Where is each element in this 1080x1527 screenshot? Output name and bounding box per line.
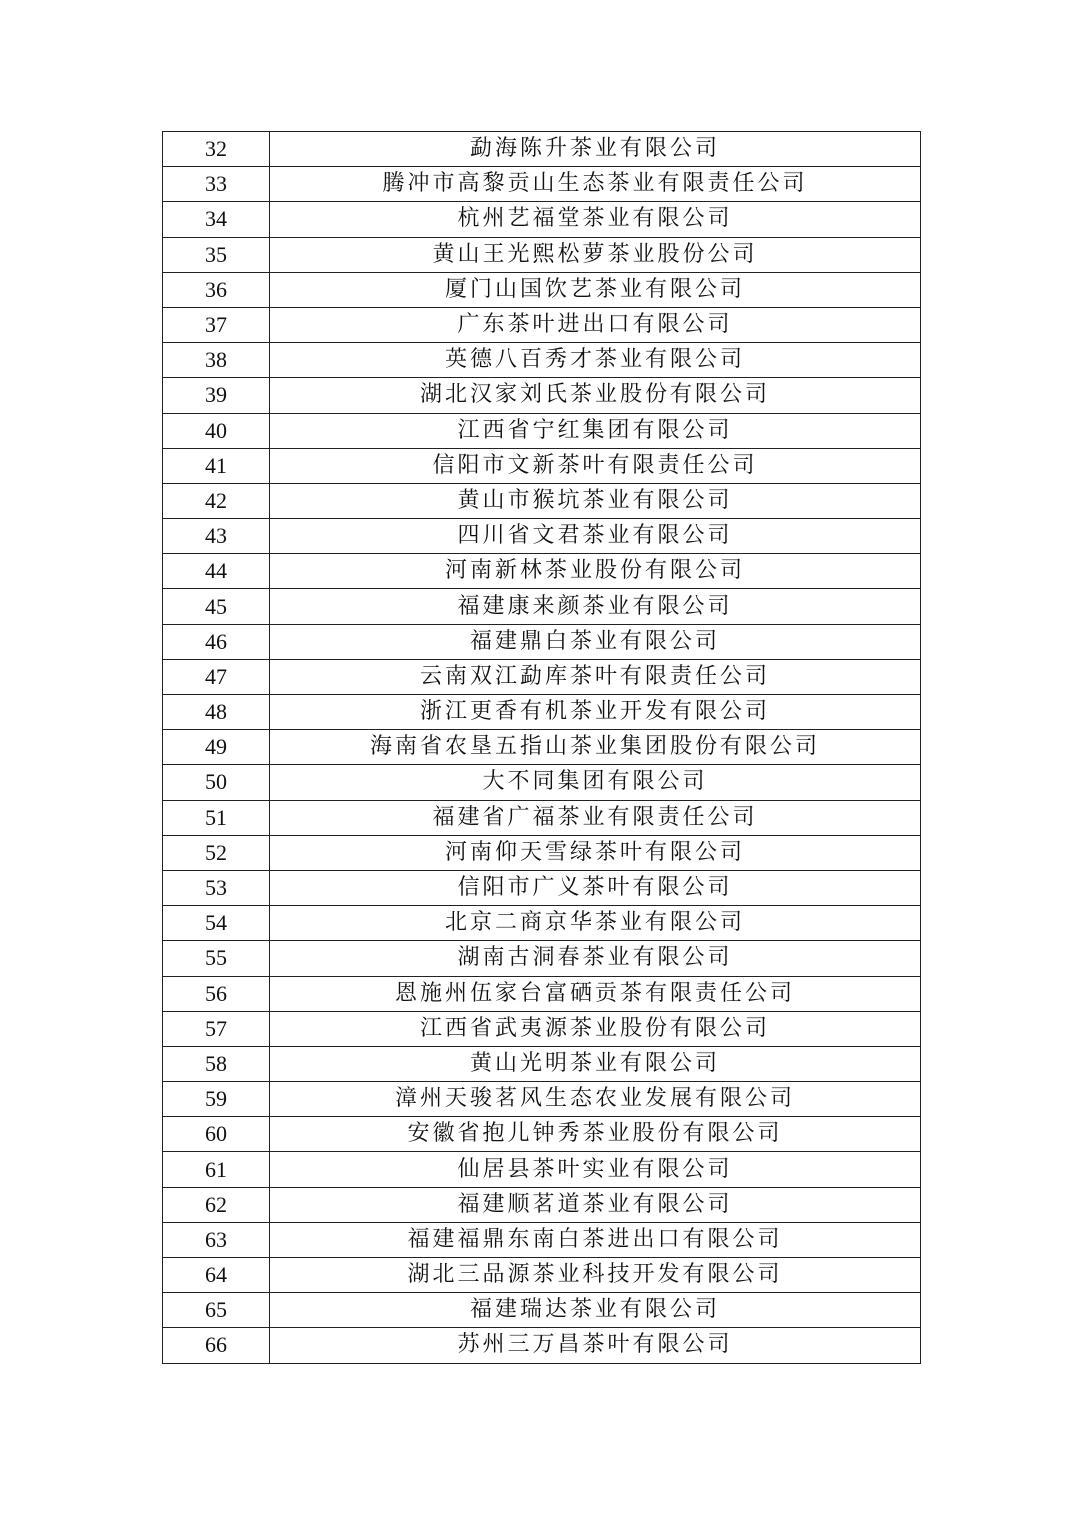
row-number-cell: 54	[163, 906, 270, 941]
table-row	[163, 272, 921, 307]
company-name-cell: 腾冲市高黎贡山生态茶业有限责任公司	[270, 167, 921, 202]
row-number-cell: 38	[163, 343, 270, 378]
company-name-cell: 江西省宁红集团有限公司	[270, 413, 921, 448]
company-name-cell: 安徽省抱儿钟秀茶业股份有限公司	[270, 1117, 921, 1152]
row-number-cell: 63	[163, 1222, 270, 1257]
table-row	[163, 1046, 921, 1081]
row-number-cell: 59	[163, 1082, 270, 1117]
row-number-cell: 36	[163, 272, 270, 307]
row-number-cell: 58	[163, 1046, 270, 1081]
company-name-cell: 福建康来颜茶业有限公司	[270, 589, 921, 624]
company-name-cell: 福建省广福茶业有限责任公司	[270, 800, 921, 835]
company-name-cell: 河南仰天雪绿茶叶有限公司	[270, 835, 921, 870]
row-number-cell: 56	[163, 976, 270, 1011]
table-row	[163, 307, 921, 342]
table-row	[163, 1187, 921, 1222]
row-number-cell: 32	[163, 132, 270, 167]
table-row	[163, 589, 921, 624]
row-number-cell: 48	[163, 695, 270, 730]
row-number-cell: 47	[163, 659, 270, 694]
table-row	[163, 730, 921, 765]
row-number-cell: 33	[163, 167, 270, 202]
row-number-cell: 64	[163, 1258, 270, 1293]
table-row	[163, 870, 921, 905]
row-number-cell: 40	[163, 413, 270, 448]
table-row	[163, 1011, 921, 1046]
company-name-cell: 北京二商京华茶业有限公司	[270, 906, 921, 941]
row-number-cell: 65	[163, 1293, 270, 1328]
company-list-body	[163, 132, 921, 1364]
row-number-cell: 43	[163, 519, 270, 554]
table-row	[163, 519, 921, 554]
company-name-cell: 黄山光明茶业有限公司	[270, 1046, 921, 1081]
row-number-cell: 53	[163, 870, 270, 905]
table-row	[163, 1328, 921, 1363]
table-row	[163, 167, 921, 202]
company-name-cell: 厦门山国饮艺茶业有限公司	[270, 272, 921, 307]
company-name-cell: 福建瑞达茶业有限公司	[270, 1293, 921, 1328]
company-name-cell: 福建福鼎东南白茶进出口有限公司	[270, 1222, 921, 1257]
company-name-cell: 福建顺茗道茶业有限公司	[270, 1187, 921, 1222]
row-number-cell: 44	[163, 554, 270, 589]
row-number-cell: 50	[163, 765, 270, 800]
company-name-cell: 湖北三品源茶业科技开发有限公司	[270, 1258, 921, 1293]
table-row	[163, 800, 921, 835]
row-number-cell: 39	[163, 378, 270, 413]
table-row	[163, 695, 921, 730]
row-number-cell: 49	[163, 730, 270, 765]
row-number-cell: 45	[163, 589, 270, 624]
row-number-cell: 51	[163, 800, 270, 835]
row-number-cell: 57	[163, 1011, 270, 1046]
row-number-cell: 46	[163, 624, 270, 659]
row-number-cell: 61	[163, 1152, 270, 1187]
company-name-cell: 英德八百秀才茶业有限公司	[270, 343, 921, 378]
table-row	[163, 1117, 921, 1152]
table-row	[163, 413, 921, 448]
table-row	[163, 132, 921, 167]
table-row	[163, 202, 921, 237]
company-name-cell: 杭州艺福堂茶业有限公司	[270, 202, 921, 237]
company-name-cell: 广东茶叶进出口有限公司	[270, 307, 921, 342]
table-row	[163, 941, 921, 976]
table-row	[163, 448, 921, 483]
company-name-cell: 湖南古洞春茶业有限公司	[270, 941, 921, 976]
table-row	[163, 1222, 921, 1257]
row-number-cell: 42	[163, 483, 270, 518]
table-row	[163, 835, 921, 870]
company-name-cell: 四川省文君茶业有限公司	[270, 519, 921, 554]
table-row	[163, 483, 921, 518]
company-name-cell: 苏州三万昌茶叶有限公司	[270, 1328, 921, 1363]
company-name-cell: 大不同集团有限公司	[270, 765, 921, 800]
table-row	[163, 1293, 921, 1328]
company-name-cell: 恩施州伍家台富硒贡茶有限责任公司	[270, 976, 921, 1011]
row-number-cell: 41	[163, 448, 270, 483]
table-row	[163, 976, 921, 1011]
row-number-cell: 60	[163, 1117, 270, 1152]
table-row	[163, 237, 921, 272]
table-row	[163, 1082, 921, 1117]
table-row	[163, 906, 921, 941]
company-name-cell: 江西省武夷源茶业股份有限公司	[270, 1011, 921, 1046]
company-name-cell: 河南新林茶业股份有限公司	[270, 554, 921, 589]
company-name-cell: 勐海陈升茶业有限公司	[270, 132, 921, 167]
table-row	[163, 554, 921, 589]
company-name-cell: 浙江更香有机茶业开发有限公司	[270, 695, 921, 730]
company-name-cell: 海南省农垦五指山茶业集团股份有限公司	[270, 730, 921, 765]
company-list-table	[162, 131, 921, 1364]
table-row	[163, 659, 921, 694]
company-name-cell: 信阳市广义茶叶有限公司	[270, 870, 921, 905]
company-name-cell: 信阳市文新茶叶有限责任公司	[270, 448, 921, 483]
row-number-cell: 37	[163, 307, 270, 342]
row-number-cell: 66	[163, 1328, 270, 1363]
table-row	[163, 378, 921, 413]
table-row	[163, 624, 921, 659]
row-number-cell: 34	[163, 202, 270, 237]
company-name-cell: 黄山王光熙松萝茶业股份公司	[270, 237, 921, 272]
row-number-cell: 55	[163, 941, 270, 976]
row-number-cell: 35	[163, 237, 270, 272]
row-number-cell: 52	[163, 835, 270, 870]
company-name-cell: 黄山市猴坑茶业有限公司	[270, 483, 921, 518]
company-name-cell: 福建鼎白茶业有限公司	[270, 624, 921, 659]
company-name-cell: 仙居县茶叶实业有限公司	[270, 1152, 921, 1187]
table-row	[163, 343, 921, 378]
company-name-cell: 云南双江勐库茶叶有限责任公司	[270, 659, 921, 694]
company-name-cell: 湖北汉家刘氏茶业股份有限公司	[270, 378, 921, 413]
table-row	[163, 1258, 921, 1293]
company-name-cell: 漳州天骏茗风生态农业发展有限公司	[270, 1082, 921, 1117]
table-row	[163, 765, 921, 800]
table-row	[163, 1152, 921, 1187]
row-number-cell: 62	[163, 1187, 270, 1222]
